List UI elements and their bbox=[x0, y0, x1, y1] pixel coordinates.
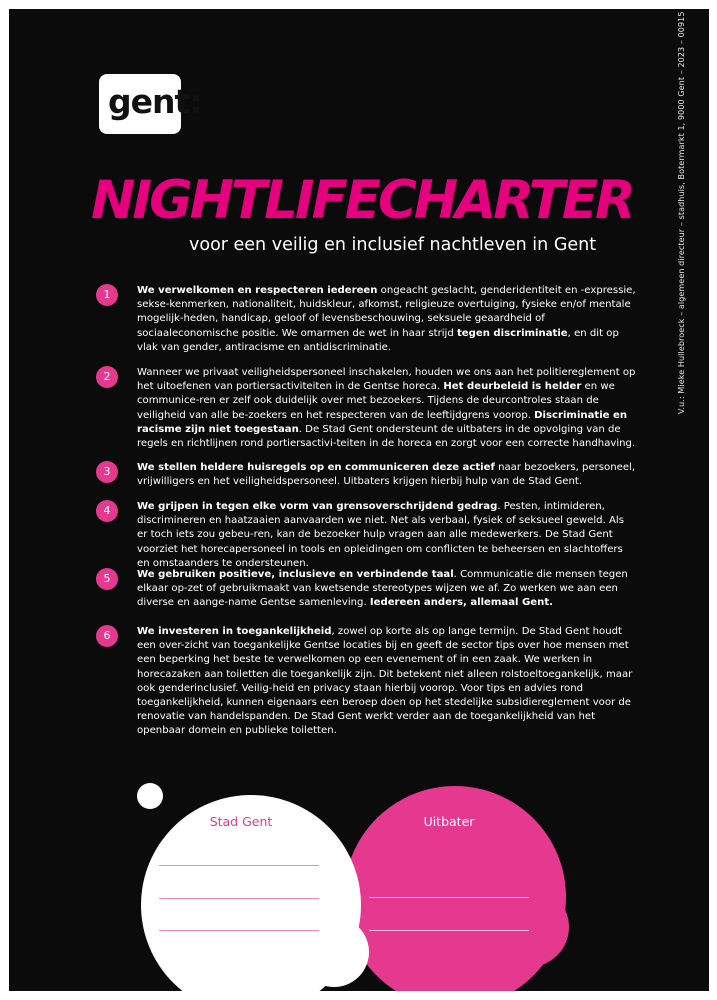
item-number-badge: 4 bbox=[96, 500, 118, 522]
decorative-dot bbox=[137, 783, 163, 809]
item-text-segment: Wanneer we privaat veiligheidspersoneel inschakelen, houden we ons aan het politiereglement op het uitoefenen van portiersactiviteiten in de Gentse horeca. bbox=[137, 367, 636, 393]
item-text bbox=[137, 366, 637, 451]
decorative-pink-bubble bbox=[489, 887, 569, 967]
stad-gent-label: Stad Gent bbox=[209, 814, 273, 829]
stad-gent-signature-line[interactable] bbox=[159, 930, 319, 931]
item-number-badge: 1 bbox=[96, 284, 118, 306]
uitbater-signature-line[interactable] bbox=[369, 930, 529, 931]
item-text bbox=[137, 284, 637, 355]
item-text-emphasis: Discriminatie en racisme zijn niet toegestaan bbox=[137, 409, 628, 435]
item-text-emphasis: Het deurbeleid is helder bbox=[443, 381, 582, 393]
item-text-segment: , zowel op korte als op lange termijn. De Stad Gent houdt een over-zicht van toegankelijke Gentse locaties bij en geeft de sector tips over hoe mensen met een beperking het beste te verwelkomen op een evenement of in een zaak. We werken in horecazaken aan toiletten die toegankelijk zijn. Dit betekent niet alleen rolstoeltoegankelijk, maar ook genderinclusief. Veilig-heid en privacy staan hierbij voorop. Voor tips en advies rond toegankelijkheid, kunnen eigenaars een beroep doen op het stedelijke subsidiereglement voor de renovatie van handelspanden. De Stad Gent werkt verder aan de toegankelijkheid van het openbaar domein en publieke toiletten. bbox=[137, 626, 633, 737]
item-text-emphasis: We stellen heldere huisregels op en communiceren deze actief bbox=[137, 462, 495, 473]
item-number-badge: 2 bbox=[96, 366, 118, 388]
item-text-emphasis: We investeren in toegankelijkheid bbox=[137, 626, 332, 637]
uitbater-label: Uitbater bbox=[423, 814, 475, 829]
item-text bbox=[137, 568, 637, 611]
signature-area bbox=[9, 769, 709, 991]
item-number-badge: 5 bbox=[96, 568, 118, 590]
page-subtitle: voor een veilig en inclusief nachtleven in Gent bbox=[189, 235, 597, 255]
item-text-segment: en we communice-ren er zelf ook duidelijk over met bezoekers. Tijdens de deurcontroles staan de veiligheid van alle be-zoekers en het respecteren van de leeftijdgrens voorop. bbox=[137, 381, 615, 421]
item-text-emphasis: We grijpen in tegen elke vorm van grensoverschrijdend gedrag bbox=[137, 501, 498, 512]
item-text bbox=[137, 461, 637, 489]
item-text-segment: ongeacht geslacht, genderidentiteit en -expressie, sekse-kenmerken, nationaliteit, huidskleur, afkomst, religieuze overtuiging, fysieke en/of mentale mogelijk-heden, handicap, geloof of levensbeschouwing, seksuele geaardheid of sociaaleconomische positie. We omarmen de wet in haar strijd bbox=[137, 285, 636, 339]
item-text-segment: . Pesten, intimideren, discrimineren en haatzaaien aanvaarden we niet. Net als verbaal, fysiek of seksueel geweld. Als er toch iets zou gebeu-ren, kan de bezoeker hulp vragen aan alle medewerkers. De Stad Gent voorziet het horecapersoneel in tools en opleidingen om conflicten te beheersen en slachtoffers en omstaanders te ondersteunen. bbox=[137, 501, 624, 569]
item-text bbox=[137, 625, 637, 739]
stad-gent-signature-line[interactable] bbox=[159, 865, 319, 866]
page-title: NIGHTLIFECHARTER bbox=[91, 170, 633, 231]
item-text-emphasis: We gebruiken positieve, inclusieve en verbindende taal bbox=[137, 569, 454, 580]
logo-text: gent: bbox=[108, 82, 202, 121]
decorative-white-bubble bbox=[299, 917, 369, 987]
item-text-emphasis: We verwelkomen en respecteren iedereen bbox=[137, 285, 378, 296]
item-text-emphasis: Iedereen anders, allemaal Gent. bbox=[369, 597, 553, 609]
item-number-badge: 3 bbox=[96, 461, 118, 483]
gent-logo bbox=[99, 74, 202, 134]
stad-gent-signature-line[interactable] bbox=[159, 898, 319, 899]
item-number-badge: 6 bbox=[96, 625, 118, 647]
item-text-segment: . Communicatie die mensen tegen elkaar op-zet of gebruikmaakt van kwetsende stereotypes wijzen we af. Zo werken we aan een diverse en aange-name Gentse samenleving. bbox=[137, 569, 628, 609]
publisher-credit: V.u.: Mieke Hullebroeck – algemeen directeur – stadhuis, Botermarkt 1, 9000 Gent – 2023 – 00915 bbox=[677, 11, 686, 414]
item-text-segment: naar bezoekers, personeel, vrijwilligers en het veiligheidspersoneel. Uitbaters krijgen hierbij hulp van de Stad Gent. bbox=[137, 462, 636, 488]
poster bbox=[9, 9, 709, 991]
uitbater-signature-line[interactable] bbox=[369, 897, 529, 898]
item-text-segment: , en dit op vlak van gender, antiracisme en antidiscriminatie. bbox=[137, 327, 619, 353]
item-text bbox=[137, 500, 637, 571]
item-text-segment: . De Stad Gent ondersteunt de uitbaters in de opvolging van de regels en richtlijnen rond portiersactivi-teiten in de horeca en zorgt voor een correcte handhaving. bbox=[137, 423, 636, 450]
item-text-emphasis: tegen discriminatie bbox=[456, 327, 568, 339]
